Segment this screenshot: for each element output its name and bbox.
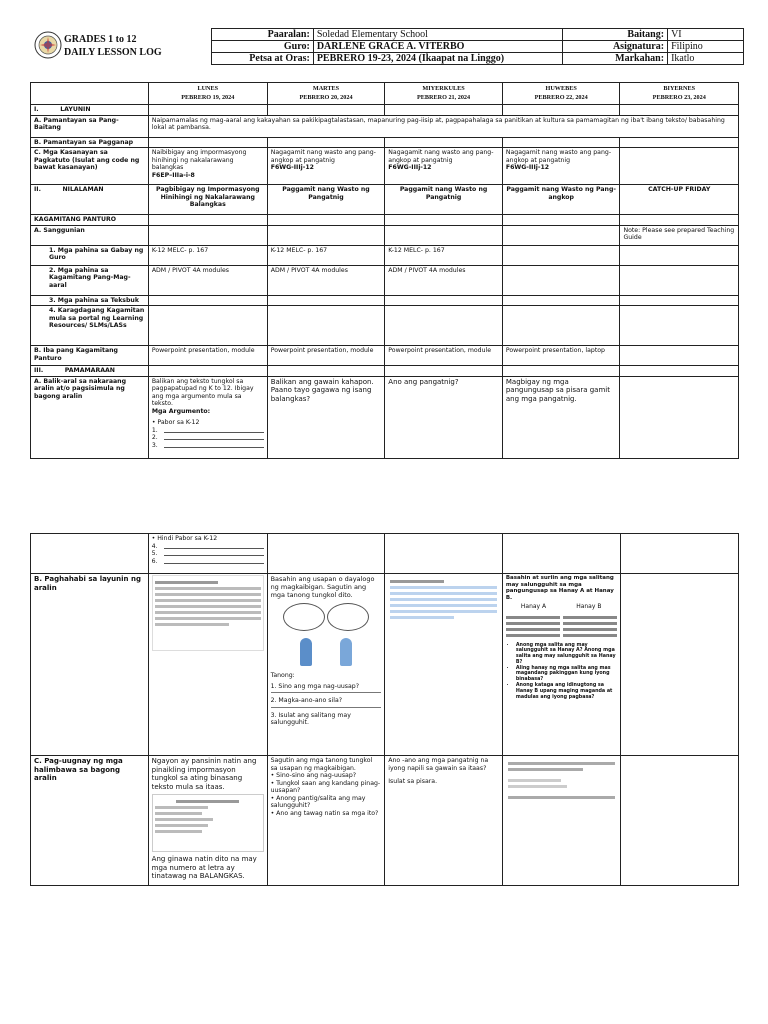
row-kagamitan xyxy=(31,215,739,226)
row-balik-aral xyxy=(31,376,739,458)
pag-uugnay-label: C. Pag-uugnay ng mga halimbawa sa bagong aralin xyxy=(31,756,149,886)
kasanayan-tuesday: Nagagamit nang wasto ang pang-angkop at pangatnig F6WG-IIIj-12 xyxy=(267,148,385,185)
quarter-label: Markahan: xyxy=(563,53,668,65)
row-sanggunian xyxy=(31,225,739,245)
row-layunin xyxy=(31,105,739,116)
nilalaman-friday: CATCH-UP FRIDAY xyxy=(620,185,739,215)
iba-pang-thursday: Powerpoint presentation, laptop xyxy=(502,346,620,366)
kagamitan-monday: ADM / PIVOT 4A modules xyxy=(148,265,267,295)
balik-aral-tuesday: Balikan ang gawain kahapon. Paano tayo gagawa ng isang balangkas? xyxy=(267,376,385,458)
kasanayan-monday: Naibibigay ang impormasyong hinihingi ng nakalarawang balangkas F6EP–IIIa-i-8 xyxy=(148,148,267,185)
paghahabi-monday-text-image xyxy=(148,574,267,756)
paghahabi-label: B. Paghahabi sa layunin ng aralin xyxy=(31,574,149,756)
row-balik-aral-continued xyxy=(31,534,739,574)
teksbuk-label: 3. Mga pahina sa Teksbuk xyxy=(31,295,149,306)
deped-seal-logo xyxy=(34,31,62,59)
form-title-line2: DAILY LESSON LOG xyxy=(64,47,162,58)
pagganap-label: B. Pamantayan sa Pagganap xyxy=(31,137,149,148)
balik-aral-wednesday: Ano ang pangatnig? xyxy=(385,376,503,458)
subject-label: Asignatura: xyxy=(563,41,668,53)
row-pamamaraan xyxy=(31,366,739,377)
row-iba-pang xyxy=(31,346,739,366)
kagamitan-label: KAGAMITANG PANTURO xyxy=(31,215,149,226)
iba-pang-monday: Powerpoint presentation, module xyxy=(148,346,267,366)
kasanayan-thursday: Nagagamit nang wasto ang pang-angkop at pangatnig F6WG-IIIj-12 xyxy=(502,148,620,185)
grade-value: VI xyxy=(668,29,744,41)
balik-aral-thursday: Magbigay ng mga pangungusap sa pisara gamit ang mga pangatnig. xyxy=(502,376,620,458)
date-value: PEBRERO 19-23, 2024 (Ikaapat na Linggo) xyxy=(313,53,562,65)
pamantayan-label: A. Pamantayan sa Pang-Baitang xyxy=(31,115,149,137)
paghahabi-wednesday-image xyxy=(385,574,503,756)
teacher-value: DARLENE GRACE A. VITERBO xyxy=(313,41,562,53)
nilalaman-label: II. NILALAMAN xyxy=(31,185,149,215)
teacher-label: Guro: xyxy=(212,41,314,53)
row-pamantayan-pangnilalaman xyxy=(31,115,739,137)
kasanayan-wednesday: Nagagamit nang wasto ang pang-angkop at pangatnig F6WG-IIIj-12 xyxy=(385,148,503,185)
gabay-wednesday: K-12 MELC- p. 167 xyxy=(385,245,503,265)
header-row-date xyxy=(212,53,744,65)
balik-aral-label: A. Balik-aral sa nakaraang aralin at/o pagsisimula ng bagong aralin xyxy=(31,376,149,458)
kagamitan-tuesday: ADM / PIVOT 4A modules xyxy=(267,265,385,295)
row-teksbuk xyxy=(31,295,739,306)
reading-text-thumbnail xyxy=(152,575,264,651)
sanggunian-note: Note: Please see prepared Teaching Guide xyxy=(620,225,739,245)
date-label: Petsa at Oras: xyxy=(212,53,314,65)
subject-value: Filipino xyxy=(668,41,744,53)
iba-pang-tuesday: Powerpoint presentation, module xyxy=(267,346,385,366)
nilalaman-thursday: Paggamit nang Wasto ng Pang-angkop xyxy=(502,185,620,215)
lesson-log-table-page2 xyxy=(30,533,739,886)
nilalaman-tuesday: Paggamit nang Wasto ng Pangatnig xyxy=(267,185,385,215)
row-kasanayan xyxy=(31,148,739,185)
day-friday: BIYERNES PEBRERO 23, 2024 xyxy=(620,83,739,105)
outline-thumbnail xyxy=(152,794,264,852)
days-header-row xyxy=(31,83,739,105)
row-karagdagang xyxy=(31,306,739,346)
row-kagamitang-pang-mag-aaral xyxy=(31,265,739,295)
form-title xyxy=(64,33,162,59)
header-info-table xyxy=(211,28,744,65)
nilalaman-monday: Pagbibigay ng Impormasyong Hinihingi ng Nakalarawang Balangkas xyxy=(148,185,267,215)
hindi-pabor-list: • Hindi Pabor sa K-12 4. 5. 6. xyxy=(148,534,267,574)
balik-aral-monday: Balikan ang teksto tungkol sa pagpapatupad ng K to 12. Ibigay ang mga argumento mula sa teksto. Mga Argumento: • Pabor sa K-12 1. 2. 3. xyxy=(148,376,267,458)
kagamitan-wednesday: ADM / PIVOT 4A modules xyxy=(385,265,503,295)
lesson-log-table-page1 xyxy=(30,82,739,459)
pag-uugnay-tuesday: Sagutin ang mga tanong tungkol sa usapan ng magkaibigan. • Sino-sino ang nag-uusap? • Tungkol saan ang kandang pinag-uusapan? • Anong pantig/salita ang may salungguhit? • Ano ang tawag natin sa mga ito? xyxy=(267,756,385,886)
grade-label: Baitang: xyxy=(563,29,668,41)
dialogue-people-image xyxy=(271,638,382,669)
header-row-teacher xyxy=(212,41,744,53)
row-nilalaman xyxy=(31,185,739,215)
row-pamantayan-pagganap xyxy=(31,137,739,148)
row-gabay xyxy=(31,245,739,265)
pag-uugnay-thursday-image xyxy=(502,756,620,886)
day-thursday: HUWEBES PEBRERO 22, 2024 xyxy=(502,83,620,105)
paghahabi-thursday-image: Basahin at suriin ang mga salitang may salungguhit sa mga pangungusap sa Hanay A at Hanay B. Hanay A Hanay B • Anong mga salita ang may salungguhit sa Hanay A? Anong mga salita ang may salungguhit sa Hanay B? • Aling hanay ng mga salita ang mas magandang pakinggan kung iyong binabasa? • Anong kataga ang idinugtong sa Hanay B upang maging maganda at madulas ang iyong pagbasa? xyxy=(502,574,620,756)
pamantayan-value: Naipamamalas ng mag-aaral ang kakayahan sa pakikipagtalastasan, mapanuring pag-iisip at, pagpapahalaga sa panitikan at kultura sa pamamagitan ng iba't ibang teksto/ babasahing lokal at pambansa. xyxy=(148,115,738,137)
pamamaraan-label: III. PAMAMARAAN xyxy=(31,366,149,377)
pag-uugnay-monday: Ngayon ay pansinin natin ang pinaikling impormasyon tungkol sa ating binasang teksto mula sa itaas. Ang ginawa natin dito na may mga numero at letra ay tinatawag na BALANGKAS. xyxy=(148,756,267,886)
gabay-label: 1. Mga pahina sa Gabay ng Guro xyxy=(31,245,149,265)
day-tuesday: MARTES PEBRERO 20, 2024 xyxy=(267,83,385,105)
iba-pang-wednesday: Powerpoint presentation, module xyxy=(385,346,503,366)
quarter-value: Ikatlo xyxy=(668,53,744,65)
row-pag-uugnay xyxy=(31,756,739,886)
pag-uugnay-wednesday: Ano -ano ang mga pangatnig na iyong napili sa gawain sa itaas? Isulat sa pisara. xyxy=(385,756,503,886)
dialogue-bubbles-image xyxy=(271,603,382,634)
paghahabi-tuesday: Basahin ang usapan o dayalogo ng magkaibigan. Sagutin ang mga tanong tungkol dito. Tanong: 1. Sino ang mga nag-uusap? 2. Magka-ano-ano sila? 3. Isulat ang salitang may salungguhit. xyxy=(267,574,385,756)
day-monday: LUNES PEBRERO 19, 2024 xyxy=(148,83,267,105)
gabay-tuesday: K-12 MELC- p. 167 xyxy=(267,245,385,265)
header-row-school xyxy=(212,29,744,41)
karagdagang-label: 4. Karagdagang Kagamitan mula sa portal ng Learning Resources/ SLMs/LASs xyxy=(31,306,149,346)
kasanayan-label: C. Mga Kasanayan sa Pagkatuto (Isulat ang code ng bawat kasanayan) xyxy=(31,148,149,185)
day-wednesday: MIYERKULES PEBRERO 21, 2024 xyxy=(385,83,503,105)
school-label: Paaralan: xyxy=(212,29,314,41)
corner-cell xyxy=(31,83,149,105)
iba-pang-label: B. Iba pang Kagamitang Panturo xyxy=(31,346,149,366)
nilalaman-wednesday: Paggamit nang Wasto ng Pangatnig xyxy=(385,185,503,215)
form-title-line1: GRADES 1 to 12 xyxy=(64,34,137,45)
row-paghahabi xyxy=(31,574,739,756)
gabay-monday: K-12 MELC- p. 167 xyxy=(148,245,267,265)
sanggunian-label: A. Sanggunian xyxy=(31,225,149,245)
school-value: Soledad Elementary School xyxy=(313,29,562,41)
kagamitan-pang-label: 2. Mga pahina sa Kagamitang Pang-Mag-aaral xyxy=(31,265,149,295)
layunin-label: I. LAYUNIN xyxy=(31,105,149,116)
